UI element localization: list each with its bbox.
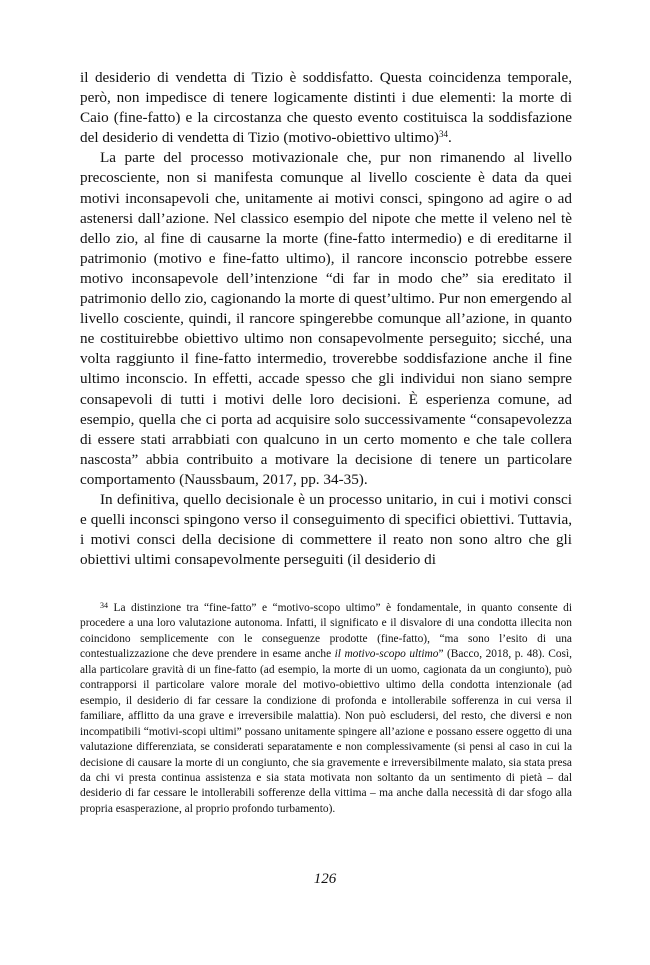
paragraph-1-end: . xyxy=(447,129,452,147)
footnote-34 xyxy=(80,601,572,817)
page-number: 126 xyxy=(313,871,337,887)
paragraph-3: In definitiva, quello decisionale è un processo unitario, in cui i motivi consci e quelli inconsci spingono verso il conseguimento di specifici obiettivi. Tuttavia, i motivi consci della decisione di commettere il reato non sono altro che gli obiettivi ultimi consapevolmente perseguiti (il desiderio di xyxy=(80,490,572,569)
footnote-reference[interactable]: 34 xyxy=(438,129,448,140)
main-text xyxy=(80,68,572,570)
paragraph-1 xyxy=(80,68,572,148)
paragraph-1-text: il desiderio di vendetta di Tizio è soddisfatto. Questa coincidenza temporale, però, non impedisce di tenere logicamente distinti i due elementi: la morte di Caio (fine-fatto) e la circostanza che questo evento costituisca la soddisfazione del desiderio di vendetta di Tizio (motivo-obiettivo ultimo) xyxy=(80,69,572,147)
footnote-number: 34 xyxy=(100,601,108,610)
footnote-text-a: La distinzione tra “fine-fatto” e “motivo-scopo ultimo” è fondamentale, in quanto consente di procedere a una loro valutazione autonoma. Infatti, il significato e il disvalore di una condotta illecita non coincidono semplicemente con le conseguenze prodotte (fine-fatto), “ma sono l’esito di una contestualizzazione che deve prendere in esame anche xyxy=(80,602,572,661)
paragraph-2: La parte del processo motivazionale che, pur non rimanendo al livello precosciente, non si manifesta comunque al livello cosciente è data da quei motivi inconsapevoli che, unitamente ai motivi consci, spingono ad agire o ad astenersi dall’azione. Nel classico esempio del nipote che mette il veleno nel tè dello zio, al fine di causarne la morte (fine-fatto intermedio) e di ereditarne il patrimonio (motivo e fine-fatto ultimo), il rancore inconscio potrebbe essere motivo inconsapevole dell’intenzione “di far in modo che” sia ereditato il patrimonio dello zio, cagionando la morte di quest’ultimo. Pur non emergendo al livello cosciente, quindi, il rancore spingerebbe comunque all’azione, in quanto ne costituirebbe obiettivo ultimo non consapevolmente perseguito; sicché, una volta raggiunto il fine-fatto intermedio, troverebbe soddisfazione anche il fine ultimo inconscio. In effetti, accade spesso che gli individui non siano sempre consapevoli di tutti i motivi delle loro decisioni. È esperienza comune, ad esempio, quella che ci porta ad acquisire solo successivamente “consapevolezza di essere stati arrabbiati con qualcuno in un certo momento e che tale collera nascosta” abbia contribuito a motivare la decisione di tenere un particolare comportamento (Naussbaum, 2017, pp. 34-35). xyxy=(80,149,572,488)
footnote-text-b: ” (Bacco, 2018, p. 48). Così, alla particolare gravità di un fine-fatto (ad esempio, la morte di un uomo, cagionata da un congiunto), può contrapporsi il particolare valore morale del motivo-obiettivo ultimo della condotta intenzionale (ad esempio, il desiderio di far cessare la condizione di profonda e intollerabile sofferenza in cui versa il familiare, afflitto da una grave e irreversibile malattia). Non può escludersi, del resto, che diversi e non incompatibili “motivi-scopi ultimi” possano unitamente spingere all’azione e possano essere oggetto di una valutazione differenziata, se considerati separatamente e non complessivamente (si pensi al caso in cui la decisione di causare la morte di un congiunto, che sia gravemente e irreversibilmente malato, sia stata presa da chi vi presta continua assistenza e sia stata motivata non soltanto da un sentimento di pietà – dal desiderio di far cessare le intollerabili sofferenze della vittima – ma anche dalla necessità di dar sfogo alla propria esasperazione, al proprio profondo turbamento). xyxy=(80,648,572,815)
footnotes xyxy=(80,601,572,817)
footnote-italic: il motivo-scopo ultimo xyxy=(334,648,439,661)
